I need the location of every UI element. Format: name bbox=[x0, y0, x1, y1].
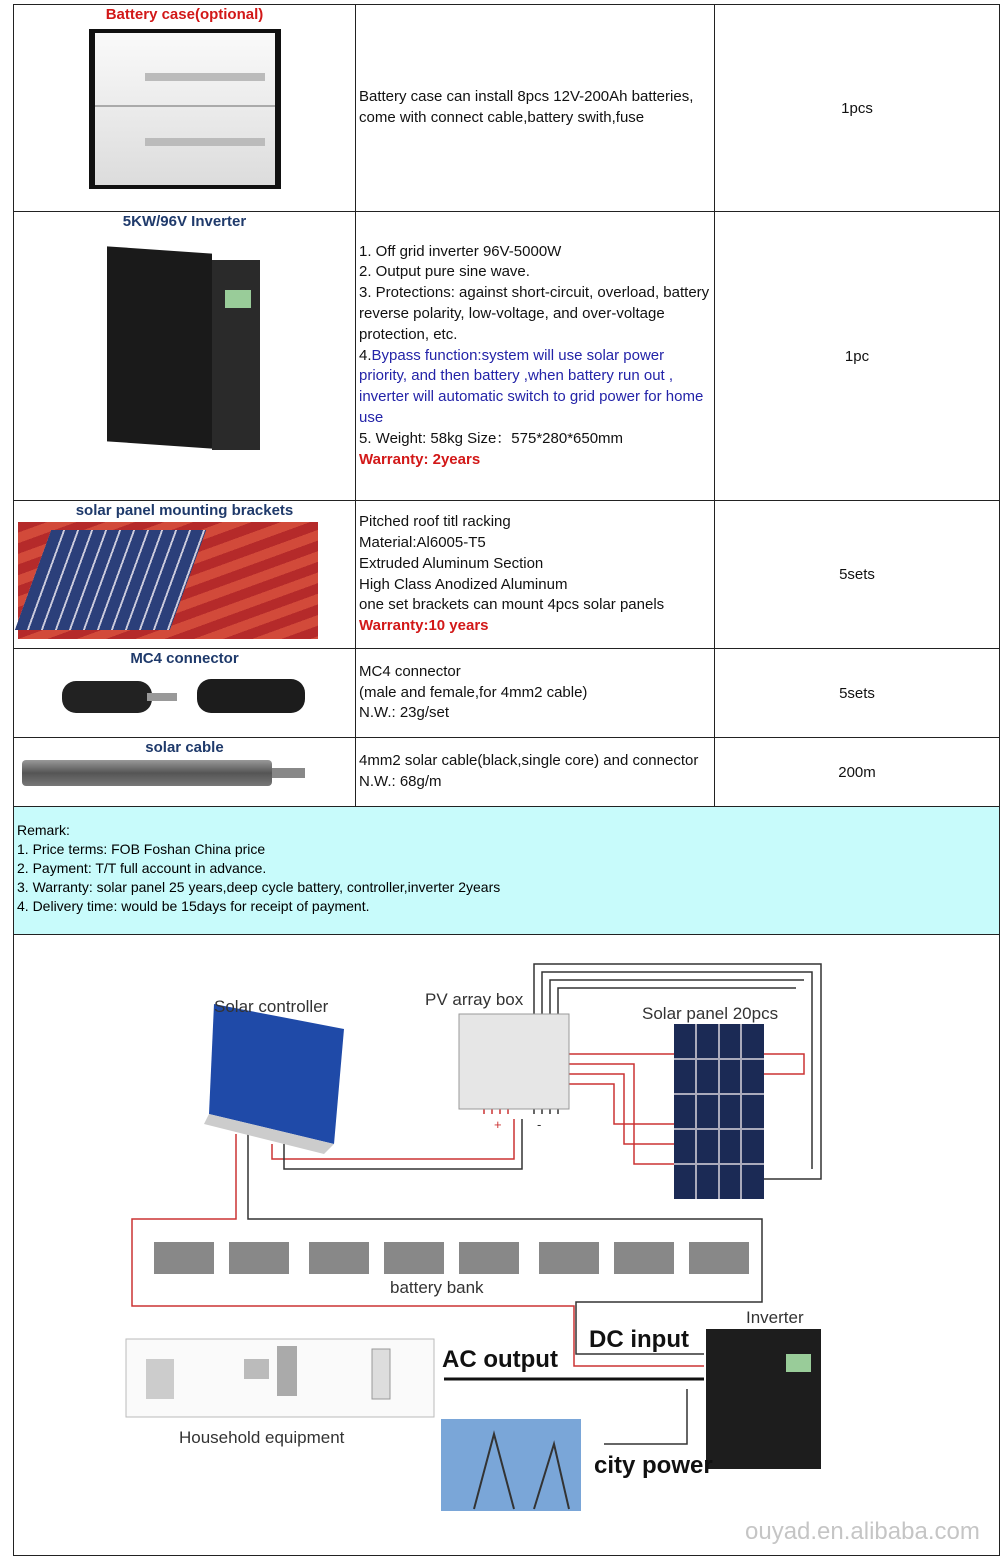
item-title: solar cable bbox=[145, 739, 224, 756]
solar-cable-image bbox=[22, 758, 307, 788]
mounting-brackets-image bbox=[18, 522, 318, 639]
wiring-lines bbox=[14, 934, 999, 1555]
item-qty: 5sets bbox=[715, 501, 1000, 649]
table-row bbox=[14, 738, 1000, 807]
inverter-diagram-image bbox=[706, 1329, 821, 1469]
item-desc: 2. Output pure sine wave. bbox=[359, 263, 530, 281]
item-title: Battery case(optional) bbox=[105, 6, 264, 23]
item-desc: (male and female,for 4mm2 cable) bbox=[359, 683, 588, 701]
inverter-image bbox=[107, 250, 262, 450]
remark-line: Remark: bbox=[17, 822, 70, 838]
household-label: Household equipment bbox=[179, 1428, 345, 1447]
city-power-label: city power bbox=[594, 1452, 713, 1479]
item-qty: 200m bbox=[715, 738, 1000, 807]
remark-line: 4. Delivery time: would be 15days for receipt of payment. bbox=[17, 898, 370, 914]
ac-output-label: AC output bbox=[442, 1346, 558, 1373]
dc-input-label: DC input bbox=[589, 1326, 689, 1353]
solar-panel-array bbox=[674, 1024, 764, 1199]
pv-array-box-image bbox=[459, 1014, 569, 1109]
product-table bbox=[13, 4, 1000, 807]
remark-line: 2. Payment: T/T full account in advance. bbox=[17, 860, 267, 876]
plus-label: + bbox=[494, 1117, 502, 1132]
table-row bbox=[14, 212, 1000, 501]
pv-array-box-label: PV array box bbox=[425, 990, 524, 1009]
solar-controller-label: Solar controller bbox=[214, 997, 329, 1016]
item-desc: 1. Off grid inverter 96V-5000W bbox=[359, 242, 562, 260]
household-equipment-image bbox=[126, 1339, 434, 1417]
item-title: solar panel mounting brackets bbox=[75, 502, 294, 519]
remark-section bbox=[13, 806, 1000, 935]
item-desc: 4mm2 solar cable(black,single core) and connector bbox=[359, 752, 699, 770]
inverter-label: Inverter bbox=[746, 1308, 804, 1327]
item-qty: 1pcs bbox=[715, 5, 1000, 212]
item-desc: N.W.: 68g/m bbox=[359, 773, 442, 790]
item-desc: N.W.: 23g/set bbox=[359, 704, 450, 722]
battery-bank bbox=[154, 1242, 749, 1274]
item-desc: Extruded Aluminum Section bbox=[359, 554, 544, 572]
item-desc: 4. bbox=[359, 346, 372, 364]
watermark: ouyad.en.alibaba.com bbox=[745, 1518, 980, 1545]
table-row bbox=[14, 501, 1000, 649]
system-diagram bbox=[13, 934, 1000, 1556]
solar-panel-label: Solar panel 20pcs bbox=[642, 1004, 779, 1023]
item-desc: come with connect cable,battery swith,fuse bbox=[359, 109, 645, 126]
remark-line: 1. Price terms: FOB Foshan China price bbox=[17, 841, 266, 857]
minus-label: - bbox=[537, 1117, 542, 1132]
battery-bank-label: battery bank bbox=[390, 1278, 484, 1297]
table-row bbox=[14, 5, 1000, 212]
item-desc: 3. Protections: against short-circuit, overload, battery reverse polarity, low-voltage, and over-voltage protection, etc. bbox=[359, 284, 710, 343]
item-desc: Material:Al6005-T5 bbox=[359, 533, 486, 551]
bypass-desc: Bypass function:system will use solar power priority, and then battery ,when battery run out , inverter will automatic switch to grid power for home use bbox=[359, 346, 704, 426]
table-row bbox=[14, 649, 1000, 738]
power-tower-image bbox=[441, 1419, 581, 1511]
item-desc: 5. Weight: 58kg Size：575*280*650mm bbox=[359, 429, 624, 447]
remark-line: 3. Warranty: solar panel 25 years,deep cycle battery, controller,inverter 2years bbox=[17, 879, 501, 895]
battery-case-image bbox=[89, 29, 281, 189]
item-qty: 5sets bbox=[715, 649, 1000, 738]
solar-controller-image bbox=[204, 1004, 344, 1154]
item-desc: Battery case can install 8pcs 12V-200Ah batteries, bbox=[359, 88, 694, 106]
warranty: Warranty: 2years bbox=[359, 450, 481, 468]
item-desc: Pitched roof titl racking bbox=[359, 513, 511, 531]
item-desc: High Class Anodized Aluminum bbox=[359, 575, 568, 593]
item-qty: 1pc bbox=[715, 212, 1000, 501]
item-title: 5KW/96V Inverter bbox=[122, 213, 247, 230]
mc4-connector-image bbox=[62, 673, 307, 718]
item-desc: MC4 connector bbox=[359, 662, 461, 680]
item-title: MC4 connector bbox=[130, 650, 239, 667]
warranty: Warranty:10 years bbox=[359, 617, 489, 635]
item-desc: one set brackets can mount 4pcs solar panels bbox=[359, 596, 665, 614]
